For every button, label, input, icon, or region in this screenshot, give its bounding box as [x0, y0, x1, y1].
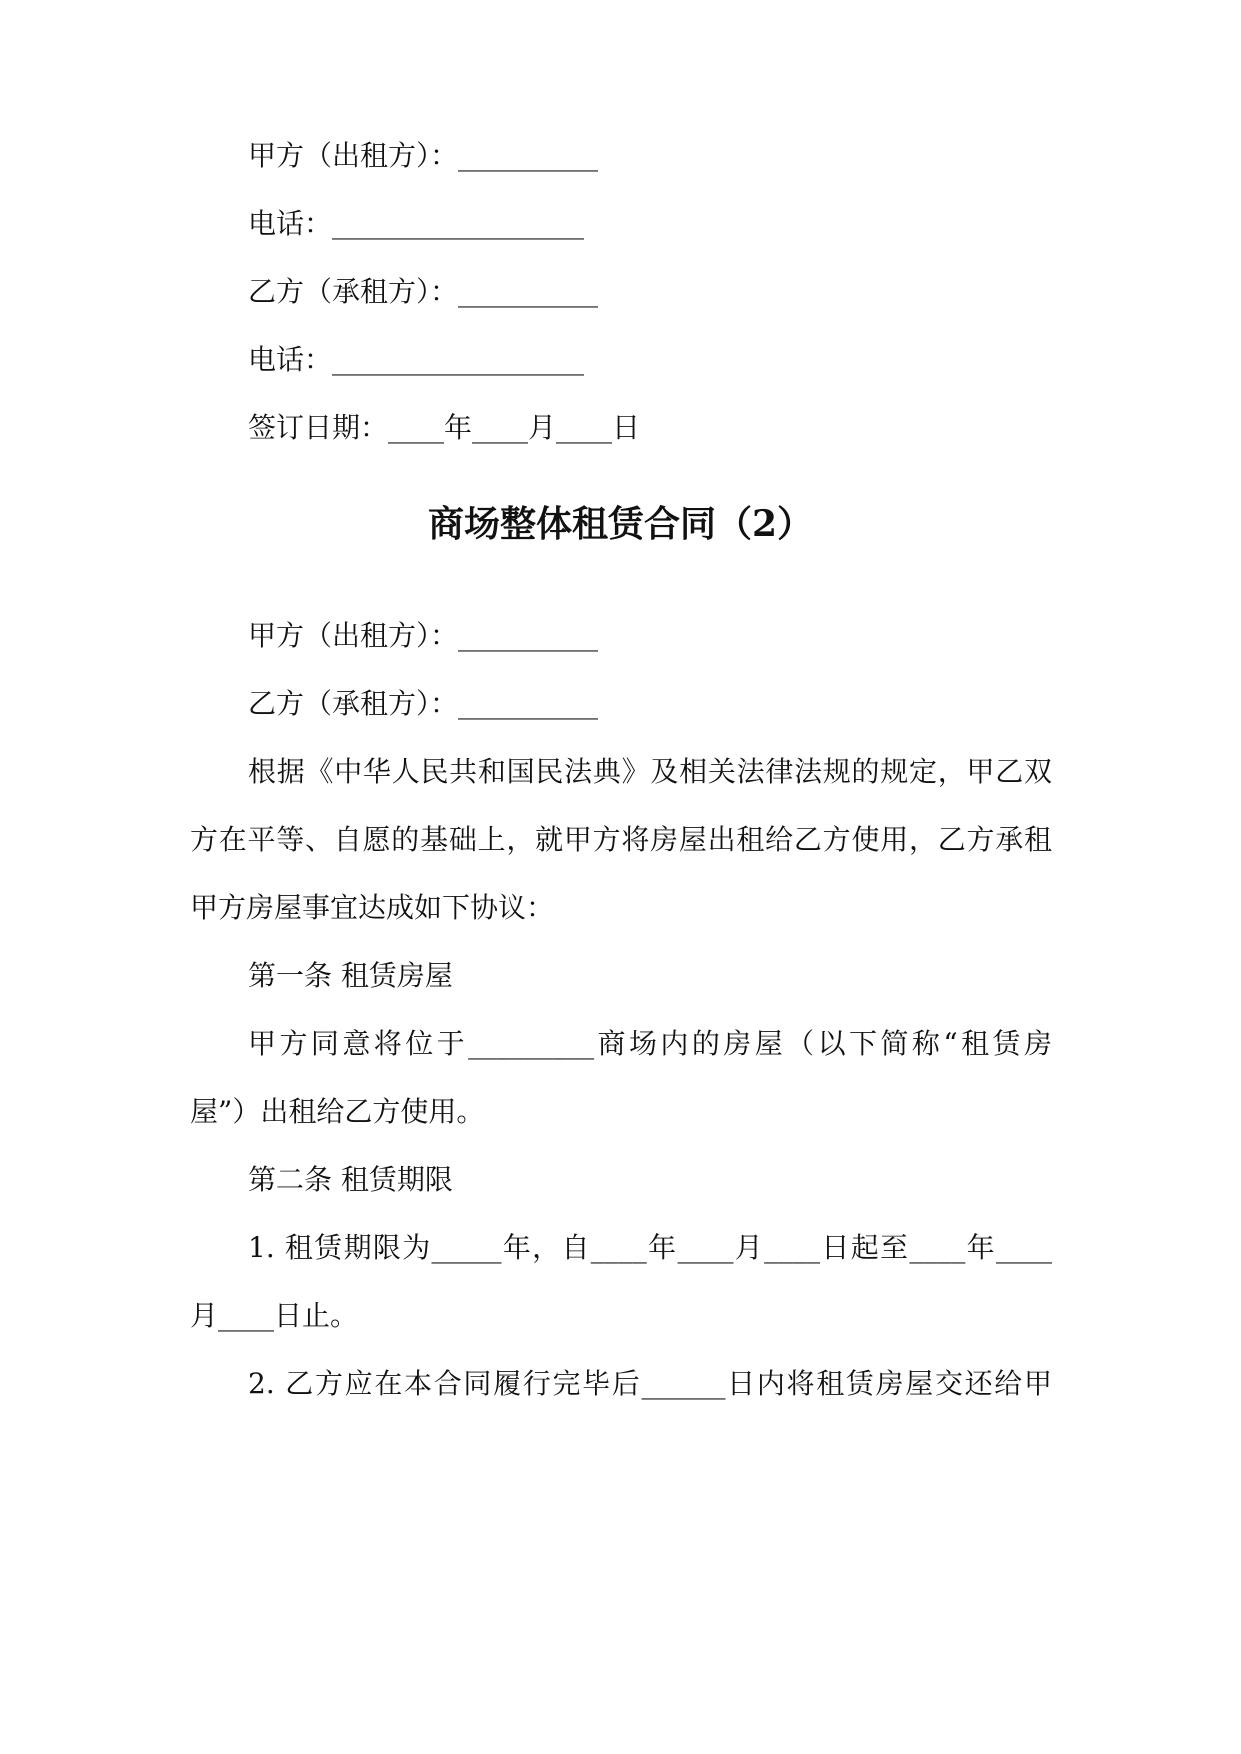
phone-a-field: 电话：__________________ [248, 207, 585, 240]
article-1-line-2: 屋”）出租给乙方使用。 [190, 1095, 485, 1128]
contract-title: 商场整体租赁合同（2） [427, 503, 814, 545]
preamble-line-1: 根据《中华人民共和国民法典》及相关法律法规的规定，甲乙双 [248, 755, 1052, 788]
article-2-item-1-line-2: 月____日止。 [190, 1299, 359, 1332]
sign-date-field: 签订日期：____年____月____日 [248, 411, 641, 444]
article-1-heading: 第一条 租赁房屋 [248, 959, 453, 992]
preamble-line-3: 甲方房屋事宜达成如下协议： [190, 891, 555, 924]
article-2-item-2-line-1: 2. 乙方应在本合同履行完毕后______日内将租赁房屋交还给甲 [248, 1367, 1052, 1400]
article-2-item-1-line-1: 1. 租赁期限为_____年，自____年____月____日起至____年____ [248, 1231, 1052, 1264]
contract-party-b-field: 乙方（承租方）：__________ [248, 687, 599, 720]
article-2-heading: 第二条 租赁期限 [248, 1163, 453, 1196]
party-a-field: 甲方（出租方）：__________ [248, 139, 599, 172]
party-b-field: 乙方（承租方）：__________ [248, 275, 599, 308]
contract-party-a-field: 甲方（出租方）：__________ [248, 619, 599, 652]
article-1-line-1: 甲方同意将位于_________商场内的房屋（以下简称“租赁房 [248, 1027, 1052, 1060]
phone-b-field: 电话：__________________ [248, 343, 585, 376]
preamble-line-2: 方在平等、自愿的基础上，就甲方将房屋出租给乙方使用，乙方承租 [190, 823, 1052, 856]
